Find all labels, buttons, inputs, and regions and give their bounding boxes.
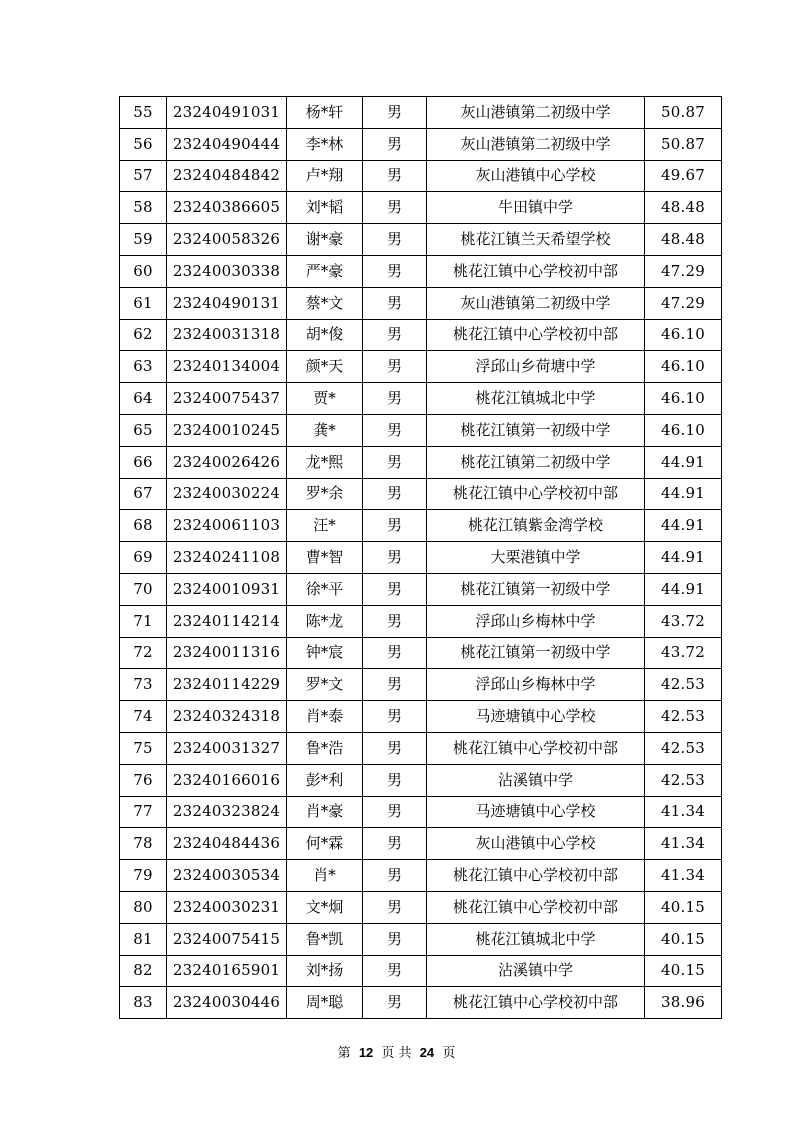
student-name-cell: 钟*宸 [287, 637, 363, 669]
row-number-cell: 62 [120, 319, 167, 351]
school-name-cell: 灰山港镇第二初级中学 [427, 287, 645, 319]
row-number-cell: 70 [120, 573, 167, 605]
student-name-cell: 肖*泰 [287, 701, 363, 733]
candidate-id-cell: 23240030224 [167, 478, 287, 510]
row-number-cell: 74 [120, 701, 167, 733]
school-name-cell: 桃花江镇兰天希望学校 [427, 224, 645, 256]
gender-cell: 男 [363, 669, 427, 701]
student-name-cell: 肖* [287, 860, 363, 892]
candidate-id-cell: 23240031327 [167, 732, 287, 764]
student-name-cell: 汪* [287, 510, 363, 542]
student-name-cell: 肖*豪 [287, 796, 363, 828]
school-name-cell: 灰山港镇第二初级中学 [427, 128, 645, 160]
school-name-cell: 灰山港镇中心学校 [427, 828, 645, 860]
school-name-cell: 桃花江镇第一初级中学 [427, 414, 645, 446]
student-name-cell: 龚* [287, 414, 363, 446]
gender-cell: 男 [363, 828, 427, 860]
row-number-cell: 57 [120, 160, 167, 192]
row-number-cell: 63 [120, 351, 167, 383]
student-name-cell: 鲁*浩 [287, 732, 363, 764]
candidate-id-cell: 23240114214 [167, 605, 287, 637]
student-name-cell: 陈*龙 [287, 605, 363, 637]
student-name-cell: 蔡*文 [287, 287, 363, 319]
score-cell: 49.67 [645, 160, 722, 192]
candidate-id-cell: 23240134004 [167, 351, 287, 383]
school-name-cell: 马迹塘镇中心学校 [427, 701, 645, 733]
candidate-id-cell: 23240491031 [167, 97, 287, 129]
score-cell: 41.34 [645, 796, 722, 828]
gender-cell: 男 [363, 383, 427, 415]
student-name-cell: 鲁*凯 [287, 923, 363, 955]
table-row [120, 97, 722, 129]
score-cell: 40.15 [645, 955, 722, 987]
gender-cell: 男 [363, 732, 427, 764]
candidate-id-cell: 23240058326 [167, 224, 287, 256]
school-name-cell: 大栗港镇中学 [427, 542, 645, 574]
table-row [120, 891, 722, 923]
student-name-cell: 李*林 [287, 128, 363, 160]
student-name-cell: 卢*翔 [287, 160, 363, 192]
table-row [120, 573, 722, 605]
candidate-id-cell: 23240030231 [167, 891, 287, 923]
gender-cell: 男 [363, 796, 427, 828]
school-name-cell: 桃花江镇紫金湾学校 [427, 510, 645, 542]
gender-cell: 男 [363, 446, 427, 478]
score-cell: 42.53 [645, 669, 722, 701]
school-name-cell: 牛田镇中学 [427, 192, 645, 224]
school-name-cell: 桃花江镇第二初级中学 [427, 446, 645, 478]
candidate-id-cell: 23240075437 [167, 383, 287, 415]
school-name-cell: 马迹塘镇中心学校 [427, 796, 645, 828]
row-number-cell: 81 [120, 923, 167, 955]
table-row [120, 732, 722, 764]
row-number-cell: 68 [120, 510, 167, 542]
row-number-cell: 56 [120, 128, 167, 160]
row-number-cell: 76 [120, 764, 167, 796]
table-row [120, 860, 722, 892]
row-number-cell: 77 [120, 796, 167, 828]
candidate-id-cell: 23240386605 [167, 192, 287, 224]
table-row [120, 510, 722, 542]
gender-cell: 男 [363, 97, 427, 129]
row-number-cell: 58 [120, 192, 167, 224]
gender-cell: 男 [363, 128, 427, 160]
score-cell: 46.10 [645, 351, 722, 383]
candidate-id-cell: 23240030534 [167, 860, 287, 892]
table-row [120, 255, 722, 287]
gender-cell: 男 [363, 987, 427, 1019]
candidate-id-cell: 23240031318 [167, 319, 287, 351]
candidate-id-cell: 23240061103 [167, 510, 287, 542]
school-name-cell: 桃花江镇中心学校初中部 [427, 478, 645, 510]
table-row [120, 669, 722, 701]
score-cell: 44.91 [645, 510, 722, 542]
gender-cell: 男 [363, 287, 427, 319]
row-number-cell: 83 [120, 987, 167, 1019]
school-name-cell: 浮邱山乡梅林中学 [427, 605, 645, 637]
school-name-cell: 桃花江镇中心学校初中部 [427, 319, 645, 351]
score-cell: 48.48 [645, 192, 722, 224]
school-name-cell: 桃花江镇中心学校初中部 [427, 891, 645, 923]
table-row [120, 287, 722, 319]
results-table [119, 96, 722, 1019]
school-name-cell: 桃花江镇城北中学 [427, 923, 645, 955]
gender-cell: 男 [363, 478, 427, 510]
total-page-count: 24 [419, 1045, 435, 1060]
candidate-id-cell: 23240026426 [167, 446, 287, 478]
student-name-cell: 龙*熙 [287, 446, 363, 478]
gender-cell: 男 [363, 414, 427, 446]
score-cell: 42.53 [645, 764, 722, 796]
student-name-cell: 彭*利 [287, 764, 363, 796]
candidate-id-cell: 23240484842 [167, 160, 287, 192]
school-name-cell: 桃花江镇中心学校初中部 [427, 987, 645, 1019]
table-row [120, 192, 722, 224]
table-row [120, 796, 722, 828]
student-name-cell: 何*霖 [287, 828, 363, 860]
footer-suffix: 页 [442, 1046, 456, 1061]
row-number-cell: 78 [120, 828, 167, 860]
gender-cell: 男 [363, 542, 427, 574]
student-name-cell: 贾* [287, 383, 363, 415]
score-cell: 46.10 [645, 414, 722, 446]
table-row [120, 605, 722, 637]
gender-cell: 男 [363, 605, 427, 637]
candidate-id-cell: 23240324318 [167, 701, 287, 733]
gender-cell: 男 [363, 637, 427, 669]
student-name-cell: 罗*余 [287, 478, 363, 510]
row-number-cell: 59 [120, 224, 167, 256]
student-name-cell: 罗*文 [287, 669, 363, 701]
school-name-cell: 桃花江镇第一初级中学 [427, 637, 645, 669]
score-cell: 40.15 [645, 923, 722, 955]
school-name-cell: 灰山港镇第二初级中学 [427, 97, 645, 129]
gender-cell: 男 [363, 860, 427, 892]
score-cell: 41.34 [645, 860, 722, 892]
row-number-cell: 67 [120, 478, 167, 510]
row-number-cell: 80 [120, 891, 167, 923]
score-cell: 44.91 [645, 446, 722, 478]
student-name-cell: 严*豪 [287, 255, 363, 287]
table-row [120, 987, 722, 1019]
school-name-cell: 沾溪镇中学 [427, 955, 645, 987]
candidate-id-cell: 23240010245 [167, 414, 287, 446]
student-name-cell: 徐*平 [287, 573, 363, 605]
row-number-cell: 55 [120, 97, 167, 129]
score-cell: 40.15 [645, 891, 722, 923]
student-name-cell: 胡*俊 [287, 319, 363, 351]
row-number-cell: 75 [120, 732, 167, 764]
student-name-cell: 颜*天 [287, 351, 363, 383]
table-row [120, 828, 722, 860]
row-number-cell: 66 [120, 446, 167, 478]
table-row [120, 160, 722, 192]
table-row [120, 414, 722, 446]
row-number-cell: 60 [120, 255, 167, 287]
row-number-cell: 61 [120, 287, 167, 319]
school-name-cell: 桃花江镇中心学校初中部 [427, 732, 645, 764]
candidate-id-cell: 23240075415 [167, 923, 287, 955]
score-cell: 46.10 [645, 319, 722, 351]
student-name-cell: 谢*豪 [287, 224, 363, 256]
results-table-body [120, 97, 722, 1019]
score-cell: 50.87 [645, 97, 722, 129]
candidate-id-cell: 23240030446 [167, 987, 287, 1019]
table-row [120, 764, 722, 796]
score-cell: 41.34 [645, 828, 722, 860]
row-number-cell: 73 [120, 669, 167, 701]
candidate-id-cell: 23240166016 [167, 764, 287, 796]
score-cell: 48.48 [645, 224, 722, 256]
current-page-number: 12 [358, 1045, 374, 1060]
table-row [120, 383, 722, 415]
student-name-cell: 刘*韬 [287, 192, 363, 224]
school-name-cell: 桃花江镇中心学校初中部 [427, 255, 645, 287]
gender-cell: 男 [363, 923, 427, 955]
score-cell: 42.53 [645, 701, 722, 733]
row-number-cell: 64 [120, 383, 167, 415]
score-cell: 42.53 [645, 732, 722, 764]
candidate-id-cell: 23240241108 [167, 542, 287, 574]
candidate-id-cell: 23240323824 [167, 796, 287, 828]
gender-cell: 男 [363, 764, 427, 796]
score-cell: 43.72 [645, 637, 722, 669]
gender-cell: 男 [363, 255, 427, 287]
row-number-cell: 69 [120, 542, 167, 574]
table-row [120, 923, 722, 955]
gender-cell: 男 [363, 510, 427, 542]
school-name-cell: 桃花江镇城北中学 [427, 383, 645, 415]
gender-cell: 男 [363, 573, 427, 605]
gender-cell: 男 [363, 319, 427, 351]
candidate-id-cell: 23240114229 [167, 669, 287, 701]
row-number-cell: 82 [120, 955, 167, 987]
gender-cell: 男 [363, 891, 427, 923]
score-cell: 50.87 [645, 128, 722, 160]
table-row [120, 701, 722, 733]
candidate-id-cell: 23240011316 [167, 637, 287, 669]
table-row [120, 224, 722, 256]
table-row [120, 478, 722, 510]
candidate-id-cell: 23240490131 [167, 287, 287, 319]
table-row [120, 128, 722, 160]
score-cell: 44.91 [645, 573, 722, 605]
score-cell: 44.91 [645, 542, 722, 574]
student-name-cell: 杨*轩 [287, 97, 363, 129]
school-name-cell: 桃花江镇第一初级中学 [427, 573, 645, 605]
score-cell: 44.91 [645, 478, 722, 510]
gender-cell: 男 [363, 701, 427, 733]
score-cell: 47.29 [645, 255, 722, 287]
candidate-id-cell: 23240010931 [167, 573, 287, 605]
footer-prefix: 第 [337, 1046, 351, 1061]
score-cell: 46.10 [645, 383, 722, 415]
row-number-cell: 79 [120, 860, 167, 892]
student-name-cell: 文*炯 [287, 891, 363, 923]
table-row [120, 542, 722, 574]
row-number-cell: 72 [120, 637, 167, 669]
page-footer [0, 1042, 793, 1061]
gender-cell: 男 [363, 160, 427, 192]
candidate-id-cell: 23240030338 [167, 255, 287, 287]
table-row [120, 319, 722, 351]
school-name-cell: 沾溪镇中学 [427, 764, 645, 796]
school-name-cell: 桃花江镇中心学校初中部 [427, 860, 645, 892]
candidate-id-cell: 23240484436 [167, 828, 287, 860]
row-number-cell: 65 [120, 414, 167, 446]
gender-cell: 男 [363, 224, 427, 256]
candidate-id-cell: 23240490444 [167, 128, 287, 160]
table-row [120, 446, 722, 478]
table-row [120, 637, 722, 669]
school-name-cell: 灰山港镇中心学校 [427, 160, 645, 192]
student-name-cell: 周*聪 [287, 987, 363, 1019]
candidate-id-cell: 23240165901 [167, 955, 287, 987]
row-number-cell: 71 [120, 605, 167, 637]
gender-cell: 男 [363, 351, 427, 383]
student-name-cell: 刘*扬 [287, 955, 363, 987]
school-name-cell: 浮邱山乡梅林中学 [427, 669, 645, 701]
score-cell: 47.29 [645, 287, 722, 319]
table-row [120, 351, 722, 383]
gender-cell: 男 [363, 192, 427, 224]
student-name-cell: 曹*智 [287, 542, 363, 574]
score-cell: 43.72 [645, 605, 722, 637]
school-name-cell: 浮邱山乡荷塘中学 [427, 351, 645, 383]
footer-middle: 页 共 [381, 1046, 412, 1061]
gender-cell: 男 [363, 955, 427, 987]
table-row [120, 955, 722, 987]
score-cell: 38.96 [645, 987, 722, 1019]
